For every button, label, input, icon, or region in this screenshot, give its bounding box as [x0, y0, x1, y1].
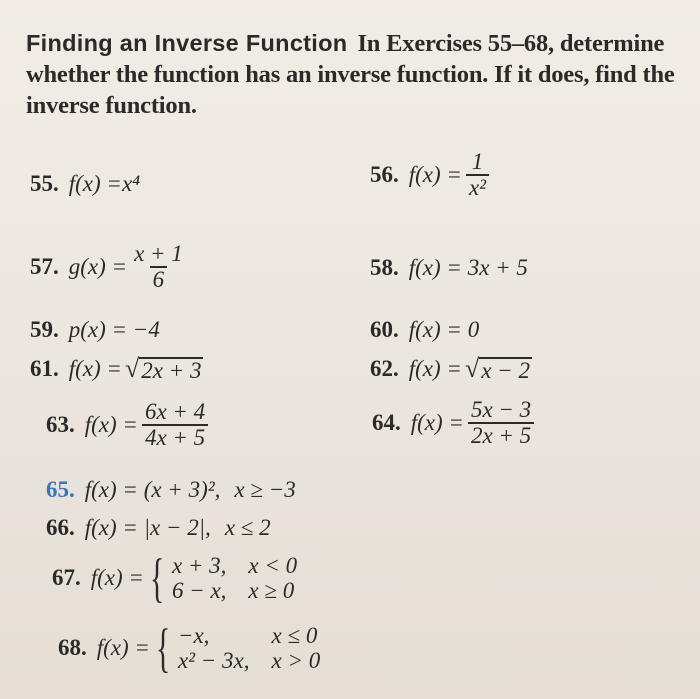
exercise-number: 60. — [370, 317, 399, 342]
exercise-62 — [370, 355, 532, 383]
function-lhs: f(x) = 3x + 5 — [408, 255, 528, 280]
exercise-67 — [52, 548, 298, 608]
exercise-66 — [46, 514, 271, 542]
exercise-number: 66. — [46, 515, 75, 540]
exercise-number: 57. — [30, 254, 59, 279]
radical-sign-icon: √ — [464, 353, 480, 383]
denominator: 2x + 5 — [468, 422, 534, 448]
exercise-63 — [46, 400, 212, 450]
function-lhs: f(x) = |x − 2|, — [84, 515, 211, 540]
domain-condition: x ≥ −3 — [234, 477, 296, 502]
case-1-condition: x < 0 — [248, 553, 298, 578]
exercise-number: 55. — [30, 171, 59, 196]
exercise-number: 58. — [370, 255, 399, 280]
exercise-58 — [370, 254, 528, 282]
square-root — [124, 353, 204, 383]
radical-sign-icon: √ — [124, 353, 140, 383]
denominator: 4x + 5 — [142, 424, 208, 450]
domain-condition: x ≤ 2 — [224, 515, 271, 540]
section-title: Finding an Inverse Function — [26, 30, 348, 56]
fraction — [468, 398, 534, 448]
exercise-number: 56. — [370, 162, 399, 187]
exercise-64 — [372, 398, 538, 448]
left-brace-icon: { — [155, 618, 171, 678]
exercise-68 — [58, 618, 321, 678]
piecewise-cases — [172, 553, 297, 603]
radicand: 2x + 3 — [141, 357, 202, 383]
function-lhs: f(x) = — [68, 171, 122, 196]
case-2-expr: 6 − x, — [171, 578, 227, 603]
exercise-number: 67. — [52, 565, 81, 590]
exercise-59 — [30, 316, 160, 344]
function-lhs: f(x) = 0 — [408, 317, 480, 342]
left-brace-icon: { — [149, 548, 165, 608]
exercise-56 — [370, 150, 493, 200]
case-1-expr: x + 3, — [171, 553, 227, 578]
exercise-number: 63. — [46, 412, 75, 437]
denominator: x² — [466, 174, 489, 200]
case-2-condition: x ≥ 0 — [248, 578, 295, 603]
case-1-condition: x ≤ 0 — [271, 623, 318, 648]
numerator: 6x + 4 — [144, 399, 206, 424]
fraction — [466, 150, 489, 200]
exercise-number: 68. — [58, 635, 87, 660]
function-lhs: f(x) = — [68, 356, 122, 381]
piecewise-cases — [178, 623, 320, 673]
numerator: x + 1 — [134, 241, 183, 266]
exercise-55 — [30, 170, 140, 198]
function-lhs: f(x) = (x + 3)², — [84, 477, 221, 502]
function-lhs: f(x) = — [84, 412, 138, 437]
denominator: 6 — [150, 266, 168, 292]
exercise-57 — [30, 242, 190, 292]
exercise-number: 62. — [370, 356, 399, 381]
function-expr: x⁴ — [121, 171, 141, 196]
case-1-expr: −x, — [177, 623, 210, 648]
exercise-number: 61. — [30, 356, 59, 381]
case-2-expr: x² − 3x, — [177, 648, 250, 673]
case-2-condition: x > 0 — [271, 648, 321, 673]
fraction — [142, 400, 208, 450]
square-root — [464, 353, 532, 383]
function-lhs: p(x) = −4 — [68, 317, 160, 342]
function-lhs: f(x) = — [90, 565, 144, 590]
function-lhs: f(x) = — [408, 162, 462, 187]
numerator: 1 — [471, 149, 484, 174]
function-lhs: g(x) = — [68, 254, 128, 279]
exercise-number: 59. — [30, 317, 59, 342]
exercise-number: 64. — [372, 410, 401, 435]
exercise-number: 65. — [46, 477, 75, 502]
exercise-header — [26, 28, 698, 121]
radicand: x − 2 — [481, 357, 530, 383]
fraction — [131, 242, 186, 292]
function-lhs: f(x) = — [410, 410, 464, 435]
exercise-60 — [370, 316, 479, 344]
instructions: In Exercises 55–68, determine whether the function has an inverse function. If it does, find the inverse function. — [26, 30, 675, 119]
exercise-65 — [46, 476, 296, 504]
numerator: 5x − 3 — [470, 397, 532, 422]
function-lhs: f(x) = — [96, 635, 150, 660]
exercise-61 — [30, 355, 203, 383]
function-lhs: f(x) = — [408, 356, 462, 381]
